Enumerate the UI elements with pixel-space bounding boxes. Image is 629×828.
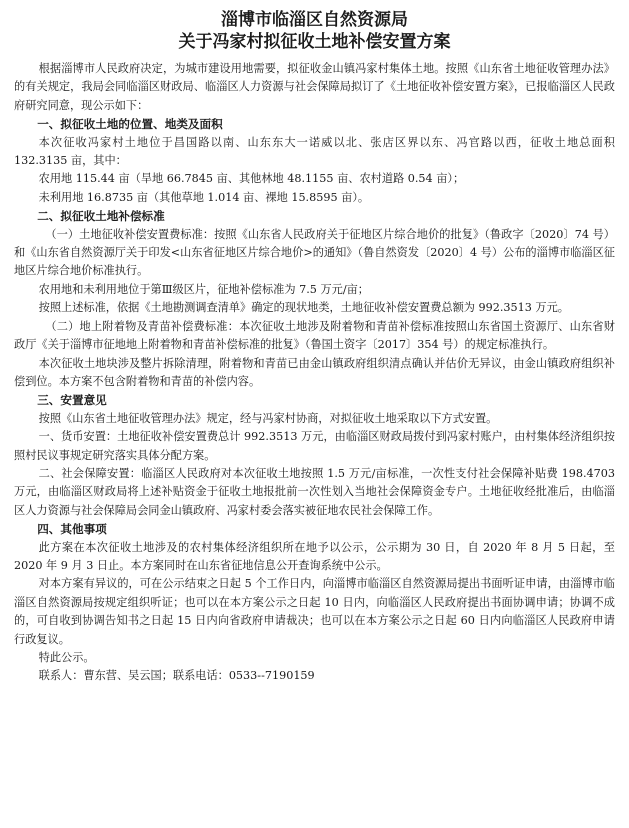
document-title-line2: 关于冯家村拟征收土地补偿安置方案	[178, 32, 451, 52]
section-2-para-3: 按照上述标准，依据《土地勘测调查清单》确定的现状地类，土地征收补偿安置费总额为 992.3513 万元。	[38, 301, 569, 315]
section-3-para-3: 二、社会保障安置：临淄区人民政府对本次征收土地按照 1.5 万元/亩标准，一次性支付社会保障补贴费 198.4703 万元，由临淄区财政局将上述补贴资金于征收土地报批前一次性划入当地社会保障资金专户。土地征收经批准后，由临淄区人力资源与社会保障局会同金山镇政府、冯家村委会落实被征地农民社会保障工作。	[14, 466, 615, 517]
section-2-para-4: （二）地上附着物及青苗补偿费标准：本次征收土地涉及附着物和青苗补偿标准按照山东省国土资源厅、山东省财政厅《关于淄博市征地地上附着物和青苗补偿标准的批复》（鲁国土资字〔2017〕354 号）的规定标准执行。	[14, 319, 615, 352]
section-1-heading: 一、拟征收土地的位置、地类及面积	[37, 117, 223, 132]
section-1-para-1: 本次征收冯家村土地位于昌国路以南、山东东大一诺威以北、张店区界以东、冯官路以西，征收土地总面积 132.3135 亩，其中：	[14, 135, 615, 168]
closing-line: 特此公示。	[38, 651, 95, 664]
section-4-heading: 四、其他事项	[37, 522, 107, 537]
section-1-para-3: 未利用地 16.8735 亩（其他草地 1.014 亩、裸地 15.8595 亩）。	[38, 190, 370, 204]
contact-line: 联系人：曹东营、吴云国；联系电话：0533--7190159	[38, 669, 315, 683]
document-body	[14, 60, 615, 686]
section-2-heading: 二、拟征收土地补偿标准	[37, 209, 165, 224]
section-3-para-2: 一、货币安置：土地征收补偿安置费总计 992.3513 万元，由临淄区财政局拨付到冯家村账户，由村集体经济组织按照村民议事规定研究落实具体分配方案。	[14, 430, 615, 462]
intro-paragraph: 根据淄博市人民政府决定，为城市建设用地需要，拟征收金山镇冯家村集体土地。按照《山东省土地征收管理办法》的有关规定，我局会同临淄区财政局、临淄区人力资源与社会保障局拟订了《土地征收补偿安置方案》，已报临淄区人民政府研究同意，现公示如下：	[14, 62, 615, 112]
section-2-para-1: （一）土地征收补偿安置费标准：按照《山东省人民政府关于征地区片综合地价的批复》（鲁政字〔2020〕74 号）和《山东省自然资源厅关于印发<山东省征地区片综合地价>的通知》（鲁自然资发〔2020〕4 号）公布的淄博市临淄区征地区片综合地价标准执行。	[14, 227, 615, 278]
section-3-para-1: 按照《山东省土地征收管理办法》规定，经与冯家村协商，对拟征收土地采取以下方式安置。	[38, 411, 498, 425]
section-1-para-2: 农用地 115.44 亩（旱地 66.7845 亩、其他林地 48.1155 亩、农村道路 0.54 亩）；	[38, 172, 465, 186]
section-2-para-5: 本次征收土地块涉及整片拆除清理，附着物和青苗已由金山镇政府组织清点确认并估价无异议，由金山镇政府组织补偿到位。本方案不包含附着物和青苗的补偿内容。	[14, 356, 615, 388]
section-3-heading: 三、安置意见	[37, 393, 107, 408]
section-2-para-2: 农用地和未利用地位于第Ⅲ级区片，征地补偿标准为 7.5 万元/亩；	[38, 282, 369, 296]
section-4-para-1: 此方案在本次征收土地涉及的农村集体经济组织所在地予以公示，公示期为 30 日，自 2020 年 8 月 5 日起，至 2020 年 9 月 3 日止。本方案同时在山东省征地信息公开查询系统中公示。	[14, 540, 615, 572]
document-title-line1: 淄博市临淄区自然资源局	[221, 10, 408, 30]
section-4-para-2: 对本方案有异议的，可在公示结束之日起 5 个工作日内，向淄博市临淄区自然资源局提出书面听证申请，由淄博市临淄区自然资源局按规定组织听证；也可以在本方案公示之日起 10 日内，向临淄区人民政府提出书面协调申请；协调不成的，可自收到协调告知书之日起 15 日内向省政府申请裁决；也可以在本方案公示之日起 60 日内向临淄区人民政府申请行政复议。	[14, 577, 615, 646]
